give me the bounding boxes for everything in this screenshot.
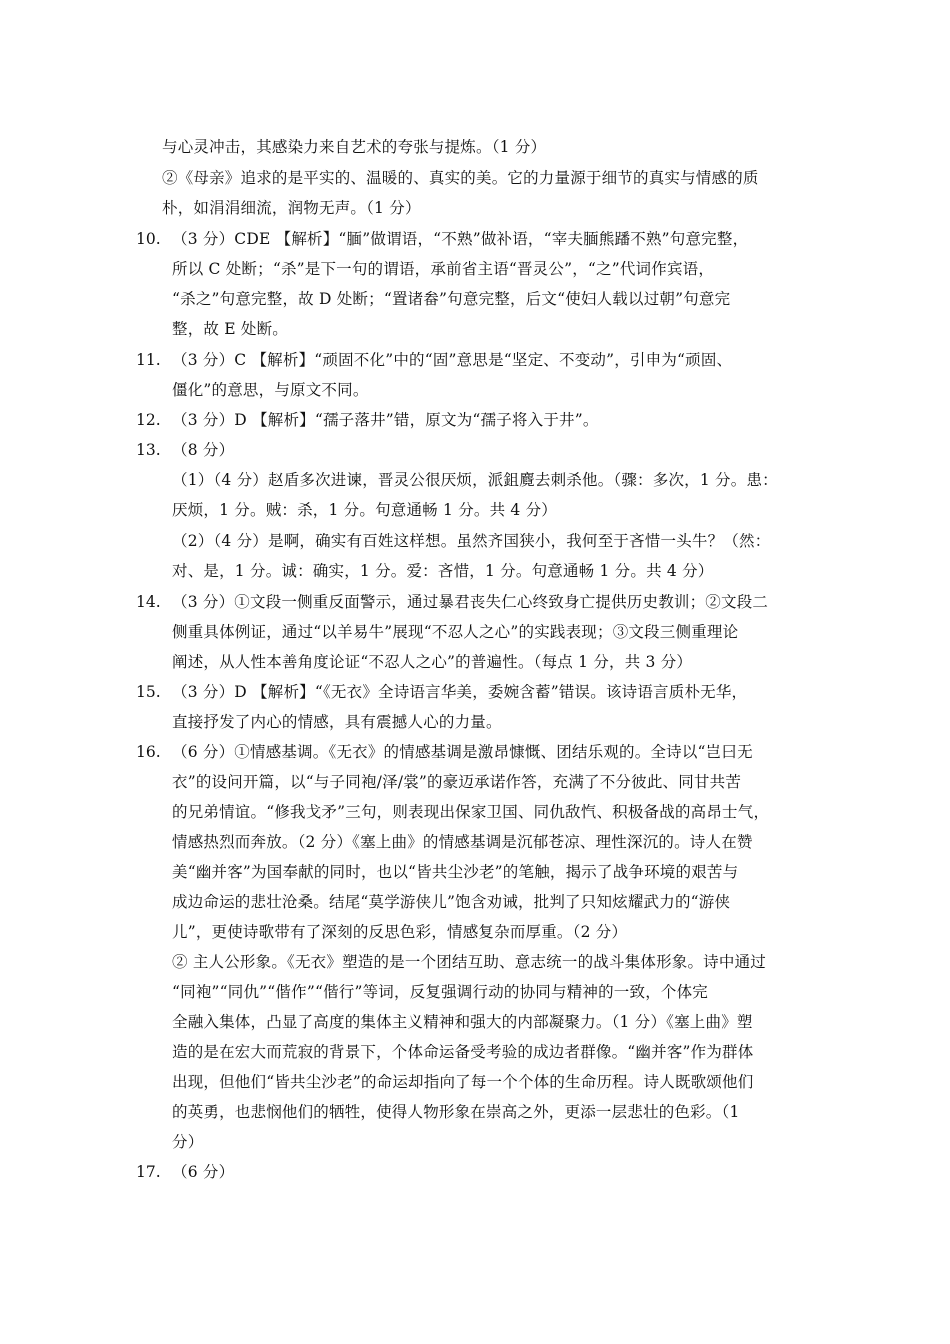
q10-line-2: 所以 C 处断；“杀”是下一句的谓语，承前省主语“晋灵公”，“之”代词作宾语，	[172, 260, 715, 278]
q13-part2-line-1: （2）（4 分）是啊，确实有百姓这样想。虽然齐国狭小，我何至于吝惜一头牛？（然：	[172, 532, 771, 550]
q15-line-2: 直接抒发了内心的情感，具有震撼人心的力量。	[172, 713, 502, 731]
q16-part2-line-6: 的英勇，也悲悯他们的牺牲，使得人物形象在崇高之外，更添一层悲壮的色彩。（1	[172, 1103, 740, 1121]
q15-number: 15.	[136, 683, 161, 701]
q13-line-1: （8 分）	[172, 441, 235, 459]
q13-part2-line-2: 对、是，1 分。诚：确实，1 分。爱：吝惜，1 分。句意通畅 1 分。共 4 分）	[172, 562, 714, 580]
q16-line-2: 衣”的设问开篇，以“与子同袍/泽/裳”的豪迈承诺作答，充满了不分彼此、同甘共苦	[172, 773, 742, 791]
q16-line-5: 美“幽并客”为国奉献的同时，也以“皆共尘沙老”的笔触，揭示了战争环境的艰苦与	[172, 863, 739, 881]
q16-part2-line-2: “同袍”“同仇”“偕作”“偕行”等词，反复强调行动的协同与精神的一致，个体完	[172, 983, 708, 1001]
q14-line-3: 阐述，从人性本善角度论证“不忍人之心”的普遍性。（每点 1 分，共 3 分）	[172, 653, 693, 671]
q14-line-2: 侧重具体例证，通过“以羊易牛”展现“不忍人之心”的实践表现；③文段三侧重理论	[172, 623, 739, 641]
q17-line-1: （6 分）	[172, 1163, 235, 1181]
q12-line-1: （3 分）D 【解析】“孺子落井”错，原文为“孺子将入于井”。	[172, 411, 599, 429]
q10-number: 10.	[136, 230, 161, 248]
q16-part2-line-1: ② 主人公形象。《无衣》塑造的是一个团结互助、意志统一的战斗集体形象。诗中通过	[172, 953, 766, 971]
q15-line-1: （3 分）D 【解析】“《无衣》全诗语言华美，委婉含蓄”错误。该诗语言质朴无华，	[172, 683, 748, 701]
q10-line-4: 整，故 E 处断。	[172, 320, 288, 338]
intro-line-1: 与心灵冲击，其感染力来自艺术的夸张与提炼。（1 分）	[162, 138, 547, 156]
q16-line-3: 的兄弟情谊。“修我戈矛”三句，则表现出保家卫国、同仇敌忾、积极备战的高昂士气，	[172, 803, 770, 821]
q16-part2-line-3: 全融入集体，凸显了高度的集体主义精神和强大的内部凝聚力。（1 分）《塞上曲》塑	[172, 1013, 753, 1031]
intro-line-2: ②《母亲》追求的是平实的、温暖的、真实的美。它的力量源于细节的真实与情感的质	[162, 169, 759, 187]
q16-part2-line-4: 造的是在宏大而荒寂的背景下，个体命运备受考验的成边者群像。“幽并客”作为群体	[172, 1043, 754, 1061]
q16-line-1: （6 分）①情感基调。《无衣》的情感基调是激昂慷慨、团结乐观的。全诗以“岂曰无	[172, 743, 753, 761]
q10-line-1: （3 分）CDE 【解析】“腼”做谓语，“不熟”做补语，“宰夫腼熊蹯不熟”句意完整，	[172, 230, 749, 248]
q11-line-2: 僵化”的意思，与原文不同。	[172, 381, 369, 399]
q14-line-1: （3 分）①文段一侧重反面警示，通过暴君丧失仁心终致身亡提供历史教训；②文段二	[172, 593, 769, 611]
q16-part2-line-5: 出现，但他们“皆共尘沙老”的命运却指向了每一个个体的生命历程。诗人既歌颂他们	[172, 1073, 754, 1091]
q16-line-4: 情感热烈而奔放。（2 分）《塞上曲》的情感基调是沉郁苍凉、理性深沉的。诗人在赞	[172, 833, 753, 851]
q10-line-3: “杀之”句意完整，故 D 处断；“置诸畚”句意完整，后文“使妇人载以过朝”句意完	[172, 290, 731, 308]
q12-number: 12.	[136, 411, 161, 429]
q16-number: 16.	[136, 743, 161, 761]
q11-number: 11.	[136, 351, 161, 369]
q17-number: 17.	[136, 1163, 161, 1181]
q14-number: 14.	[136, 593, 161, 611]
q13-part1-line-2: 厌烦，1 分。贼：杀，1 分。句意通畅 1 分。共 4 分）	[172, 501, 558, 519]
q16-part2-line-7: 分）	[172, 1133, 204, 1151]
q11-line-1: （3 分）C 【解析】“顽固不化”中的“固”意思是“坚定、不变动”，引申为“顽固、	[172, 351, 733, 369]
q16-line-7: 儿”，更使诗歌带有了深刻的反思色彩，情感复杂而厚重。（2 分）	[172, 923, 628, 941]
q13-part1-line-1: （1）（4 分）赵盾多次进谏，晋灵公很厌烦，派鉏麑去刺杀他。（骤：多次，1 分。患：	[172, 471, 778, 489]
q13-number: 13.	[136, 441, 161, 459]
q16-line-6: 成边命运的悲壮沧桑。结尾“莫学游侠儿”饱含劝诫，批判了只知炫耀武力的“游侠	[172, 893, 731, 911]
intro-line-3: 朴，如涓涓细流，润物无声。（1 分）	[162, 199, 421, 217]
